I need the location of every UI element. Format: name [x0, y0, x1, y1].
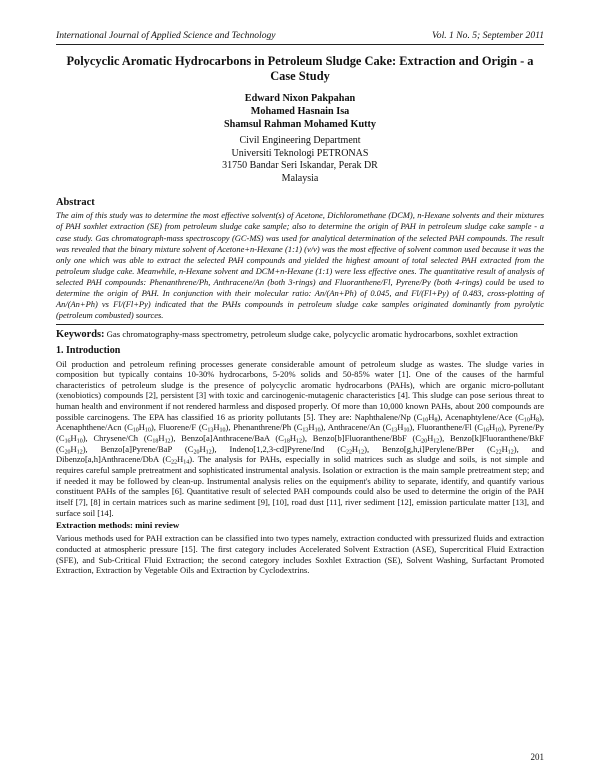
keywords-text: Gas chromatography-mass spectrometry, petroleum sludge cake, polycyclic aromatic hydrocarbons, soxhlet extraction — [106, 329, 518, 340]
introduction-paragraph — [56, 359, 544, 519]
pah-compound: Benzo[a]Pyrene/BaP $(C_{20}H_{12})$ — [100, 443, 215, 456]
affiliation-address: 31750 Bandar Seri Iskandar, Perak DR — [222, 160, 378, 172]
pah-compound: Fluoranthene/Fl $(C_{16}H_{10})$ — [417, 422, 504, 434]
running-header — [56, 30, 544, 42]
pah-compound: Indeno[1,2,3-cd]Pyrene/Ind $(C_{22}H_{12})$ — [229, 443, 367, 456]
pah-compound: Benzo[b]Fluoranthene/BbF $(C_{20}H_{12})$ — [312, 433, 443, 445]
paper-title: Polycyclic Aromatic Hydrocarbons in Petroleum Sludge Cake: Extraction and Origin - a Case Study — [66, 54, 534, 83]
author-name: Edward Nixon Pakpahan — [244, 93, 356, 104]
author-list — [56, 92, 544, 131]
extraction-paragraph: Various methods used for PAH extraction can be classified into two types namely, extraction conducted with pressurized fluids and extraction conducted at atmospheric pressure [15]. The first category includes Accelerated Solvent Extraction (ASE), Supercritical Fluid Extraction (SFE), and Sub-Critical Fluid Extraction; the second category includes Soxhlet Extraction (SE), Solvent Washing, Surfactant Promoted Extraction, Extraction by Vegetable Oils and Extraction by Cyclodextrins. — [56, 533, 544, 576]
pah-compound: Acenaphthene/Acn $(C_{10}H_{10})$ — [56, 422, 154, 434]
affiliation-department: Civil Engineering Department — [239, 135, 361, 146]
affiliation-university: Universiti Teknologi PETRONAS — [231, 147, 369, 159]
keywords-label: Keywords: — [56, 329, 105, 341]
journal-name: International Journal of Applied Science and Technology — [56, 30, 276, 41]
abstract-rule — [56, 324, 544, 325]
volume-info: Vol. 1 No. 5; September 2011 — [432, 30, 544, 41]
pah-compound: Benzo[g,h,i]Perylene/BPer $(C_{22}H_{12})$ — [382, 443, 517, 456]
pah-compound: and Dibenzo[a,h]Anthracene/DbA $(C_{22}H_{14})$ — [56, 443, 544, 466]
introduction-text: Oil production and petroleum refining processes generate considerable amount of petroleum sludge as wastes. The sludge varies in composition but typically contains 10-30% hydrocarbons, 5-20% solids and 50-85% water [1]. One of the causes of the harmful characteristics of petroleum sludge is the presence of polycyclic aromatic hydrocarbons (PAHs), which are organic micro-pollutant (xenobiotics) compounds [2], persistent [3] with toxic and carcinogenic-mutagenic characteristics [4]. This sludge can pose serious threat to human health and environment if not rendered harmless and disposed properly. Of more than 10,000 known PAHs, about 200 compounds are possible carcinogens. The EPA has classified 16 as priority pollutants [5]. They are: — [56, 358, 544, 422]
page-number: 201 — [530, 752, 544, 762]
affiliation-country: Malaysia — [281, 172, 319, 184]
introduction-text-tail: . The analysis for PAHs, especially in solid matrices such as sludge and soils, is not simple and requires careful sample pretreatment and sophisticated instrumental analysis. Isolation or extraction is the main sample pretreatment step; and if needed it may be followed by clean-up. Instrumental analysis relies on the equipment's ability to separate, identify, and quantify various constituent PAHs of the samples [6]. Quantitative result of selected PAH compounds could also be used to determine the origin of the PAH itself [7], [8] in certain matrices such as marine sediment [9], [10], road dust [11], river sediment [12], emission particulate matter [13], and surface soil [14]. — [56, 454, 544, 518]
introduction-heading: 1. Introduction — [56, 344, 121, 356]
pah-compound: Anthracene/An $(C_{13}H_{10})$ — [327, 422, 413, 434]
pah-compound: Chrysene/Ch $(C_{18}H_{12})$ — [93, 433, 174, 445]
pah-compound: Fluorene/F $(C_{13}H_{10})$ — [158, 422, 229, 434]
author-name: Shamsul Rahman Mohamed Kutty — [224, 119, 376, 130]
pah-compound: Pyrene/Py $(C_{16}H_{10})$ — [56, 422, 544, 445]
author-name: Mohamed Hasnain Isa — [250, 106, 350, 117]
header-rule — [56, 44, 544, 45]
pah-compound: Naphthalene/Np $(C_{10}H_8)$ — [354, 411, 441, 424]
pah-compound: Benzo[k]Fluoranthene/BkF $(C_{20}H_{12})$ — [56, 433, 544, 456]
pah-compound: Phenanthrene/Ph $(C_{13}H_{10})$ — [233, 422, 324, 434]
abstract-heading: Abstract — [56, 197, 95, 209]
affiliation — [56, 135, 544, 185]
pah-compound: Acenaphtylene/Ace $(C_{10}H_8)$ — [444, 411, 542, 424]
pah-compound: Benzo[a]Anthracene/BaA $(C_{18}H_{12})$ — [181, 433, 305, 445]
pah-compound-list: Naphthalene/Np $(C_{10}H_8)$, Acenaphtylene/Ace $(C_{10}H_8)$, Acenaphthene/Acn $(C_{10}H_{10})$, Fluorene/F $(C_{13}H_{10})$, Phenanthrene/Ph $(C_{13}H_{10})$, Anthracene/An $(C_{13}H_{10})$, Fluoranthene/Fl $(C_{16}H_{10})$, Pyrene/Py $(C_{16}H_{10})$, Chrysene/Ch $(C_{18}H_{12})$, Benzo[a]Anthracene/BaA $(C_{18}H_{12})$, Benzo[b]Fluoranthene/BbF $(C_{20}H_{12})$, Benzo[k]Fluoranthene/BkF $(C_{20}H_{12})$, Benzo[a]Pyrene/BaP $(C_{20}H_{12})$, Indeno[1,2,3-cd]Pyrene/Ind $(C_{22}H_{12})$, Benzo[g,h,i]Perylene/BPer $(C_{22}H_{12})$, and Dibenzo[a,h]Anthracene/DbA $(C_{22}H_{14})$ — [56, 411, 544, 466]
abstract-text: The aim of this study was to determine the most effective solvent(s) of Acetone, Dichloromethane (DCM), n-Hexane solvents and their mixtures of PAH soxhlet extraction (SE) from petroleum sludge cake sample; also to determine the origin of PAH in petroleum sludge cake sample - a case study. Gas chromatograph-mass spectroscopy (GC-MS) was used for analytical determination of the selected PAH compounds. The result was revealed that the binary mixture solvent of Acetone+n-Hexane (1:1) (v/v) was the most effective of solvent common used because it was the only one which was able to extract the selected PAH compounds and yielded the highest amount of total selected PAH extracted from the petroleum sludge cake. Meanwhile, n-Hexane solvent and DCM+n-Hexane (1:1) were less effective ones. The quantitative result of analysis of selected PAH compounds: Phenanthrene/Ph, Anthracene/An (both 3-rings) and Fluoranthene/Fl, Pyrene/Py (both 4-rings) could be used to determine the origin of PAH. In conjunction with their molecular ratio: An/(An+Ph) of 0.045, and Fl/(Fl+Py) of 0.483, cross-plotting of An/(An+Ph) vs Fl/(Fl+Py) indicated that the PAHs compounds in petroleum sludge cake samples originated dominantly from pyrolytic (petroleum combusted) sources. — [56, 210, 544, 321]
extraction-heading: Extraction methods: mini review — [56, 520, 180, 531]
keywords — [56, 329, 544, 340]
